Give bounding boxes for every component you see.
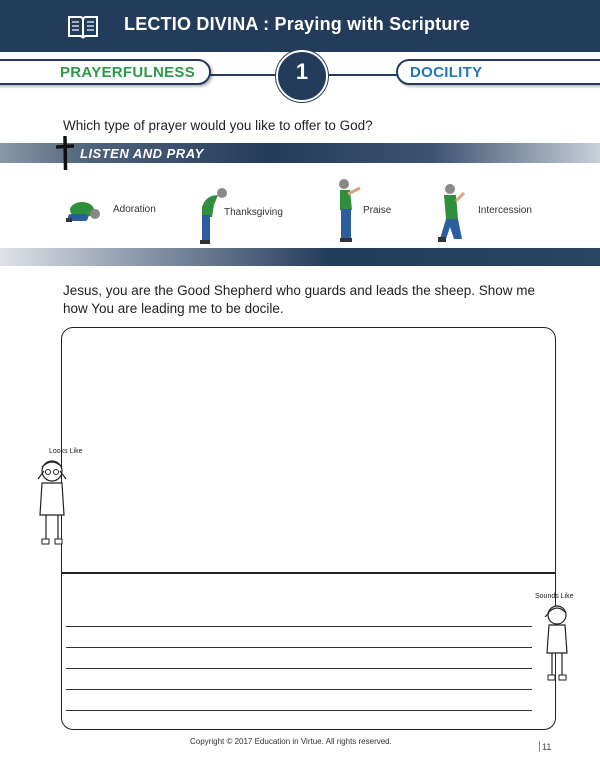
writing-line[interactable] — [66, 626, 532, 627]
drawing-area-divider — [61, 572, 556, 574]
open-book-icon — [67, 14, 99, 40]
listen-and-pray-label: LISTEN AND PRAY — [80, 146, 204, 161]
title-main: LECTIO DIVINA — [124, 14, 258, 34]
title-separator: : — [257, 14, 275, 34]
prayer-question: Which type of prayer would you like to offer to God? — [63, 118, 373, 133]
prayer-type-praise: Praise — [363, 205, 392, 216]
raised-hands-figure-icon — [336, 178, 364, 244]
prayer-type-intercession: Intercession — [478, 205, 532, 216]
kneeling-praying-figure-icon — [436, 183, 470, 245]
writing-line[interactable] — [66, 710, 532, 711]
prayer-type-adoration: Adoration — [113, 204, 156, 215]
writing-line[interactable] — [66, 668, 532, 669]
drawing-area[interactable] — [61, 327, 556, 730]
virtue-left-label: PRAYERFULNESS — [60, 64, 196, 81]
looking-child-icon — [32, 457, 72, 549]
looks-like-label: Looks Like — [49, 448, 83, 455]
title-subtitle: Praying with Scripture — [274, 14, 470, 34]
kneeling-bowed-figure-icon — [62, 196, 102, 224]
reflection-prompt: Jesus, you are the Good Shepherd who guards and leads the sheep. Show me how You are leading me to be docile. — [63, 283, 536, 316]
prayer-type-thanksgiving: Thanksgiving — [224, 207, 283, 218]
cross-icon — [56, 136, 74, 170]
sounds-like-label: Sounds Like — [535, 593, 574, 600]
divider-band — [0, 248, 600, 266]
writing-line[interactable] — [66, 689, 532, 690]
writing-line[interactable] — [66, 647, 532, 648]
listening-child-icon — [540, 603, 574, 683]
copyright-notice: Copyright © 2017 Education in Virtue. All rights reserved. — [190, 737, 392, 746]
lesson-number: 1 — [295, 59, 309, 84]
page-number-separator — [539, 741, 540, 752]
virtue-right-label: DOCILITY — [410, 64, 483, 81]
page-title — [124, 14, 470, 35]
page-number: 11 — [542, 742, 552, 752]
